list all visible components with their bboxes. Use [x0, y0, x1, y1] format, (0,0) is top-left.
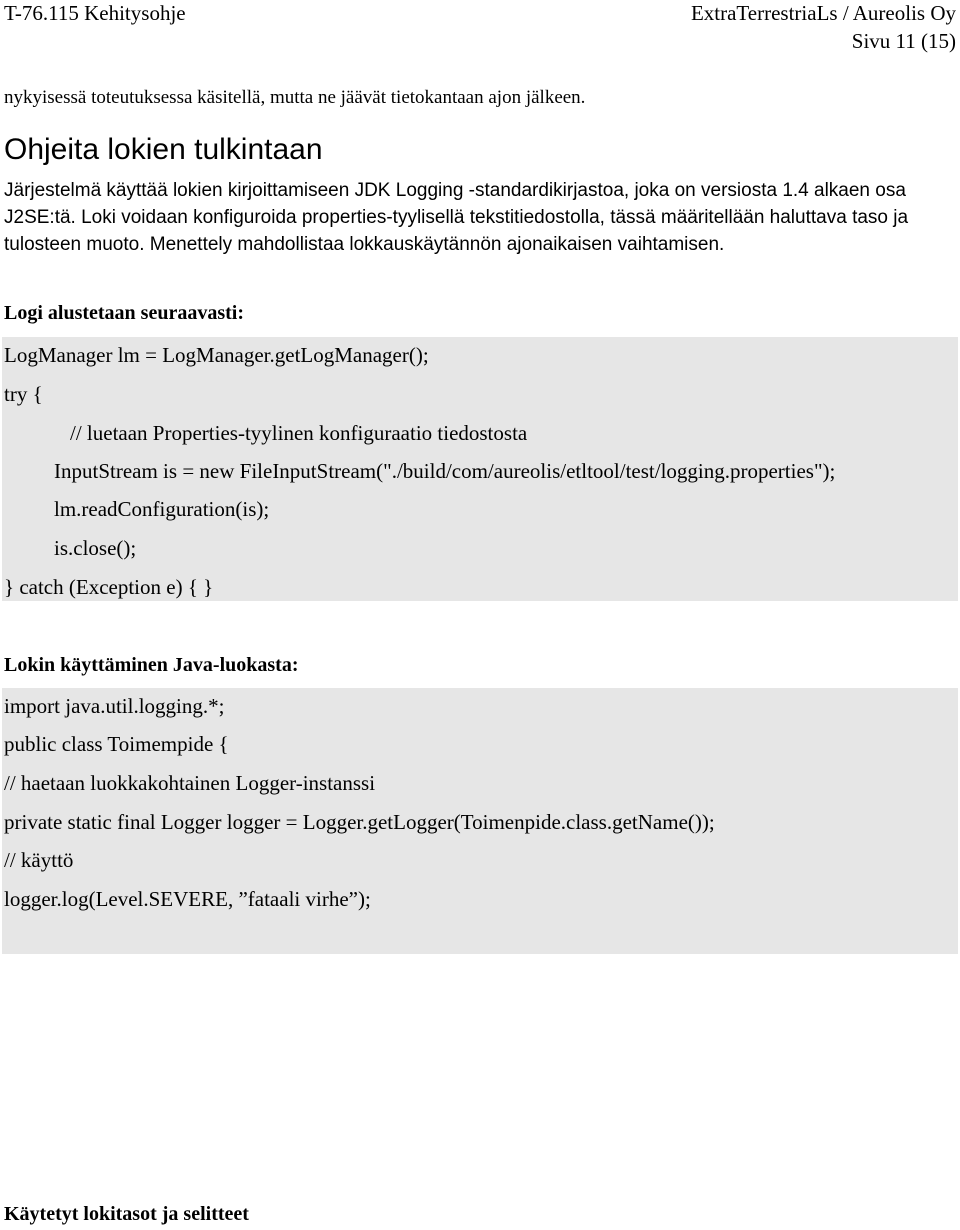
code-line: public class Toimempide {: [4, 732, 229, 756]
code-line: try {: [4, 382, 43, 406]
section-heading: Ohjeita lokien tulkintaan: [4, 133, 323, 166]
code-line: InputStream is = new FileInputStream("./build/com/aureolis/etltool/test/logging.properties");: [54, 459, 836, 483]
body-paragraph: Järjestelmä käyttää lokien kirjoittamiseen JDK Logging -standardikirjastoa, joka on versiosta 1.4 alkaen osa J2SE:tä. Loki voidaan konfiguroida properties-tyylisellä tekstitiedostolla, tässä määritellään haluttava taso ja tulosteen muoto. Menettely mahdollistaa lokkauskäytännön ajonaikaisen vaihtamisen.: [4, 180, 909, 255]
header-document-title: T-76.115 Kehitysohje: [4, 1, 186, 25]
header-company: ExtraTerrestriaLs / Aureolis Oy: [690, 1, 956, 25]
code-line: lm.readConfiguration(is);: [54, 497, 270, 521]
code-line: } catch (Exception e) { }: [4, 575, 214, 599]
subheading-log-usage: Lokin käyttäminen Java-luokasta:: [4, 654, 299, 676]
code-line: is.close();: [54, 536, 137, 560]
intro-line: nykyisessä toteutuksessa käsitellä, mutta ne jäävät tietokantaan ajon jälkeen.: [4, 87, 586, 108]
code-line: // luetaan Properties-tyylinen konfiguraatio tiedostosta: [70, 421, 528, 445]
code-line: // käyttö: [4, 848, 74, 872]
code-line: logger.log(Level.SEVERE, ”fataali virhe”);: [4, 887, 371, 911]
subheading-log-levels: Käytetyt lokitasot ja selitteet: [4, 1203, 249, 1225]
header-page-number: Sivu 11 (15): [851, 29, 956, 53]
code-line: private static final Logger logger = Logger.getLogger(Toimenpide.class.getName());: [4, 810, 715, 834]
code-line: import java.util.logging.*;: [4, 694, 225, 718]
code-line: // haetaan luokkakohtainen Logger-instanssi: [4, 771, 376, 795]
code-line: LogManager lm = LogManager.getLogManager();: [4, 343, 429, 367]
subheading-log-init: Logi alustetaan seuraavasti:: [4, 302, 244, 324]
